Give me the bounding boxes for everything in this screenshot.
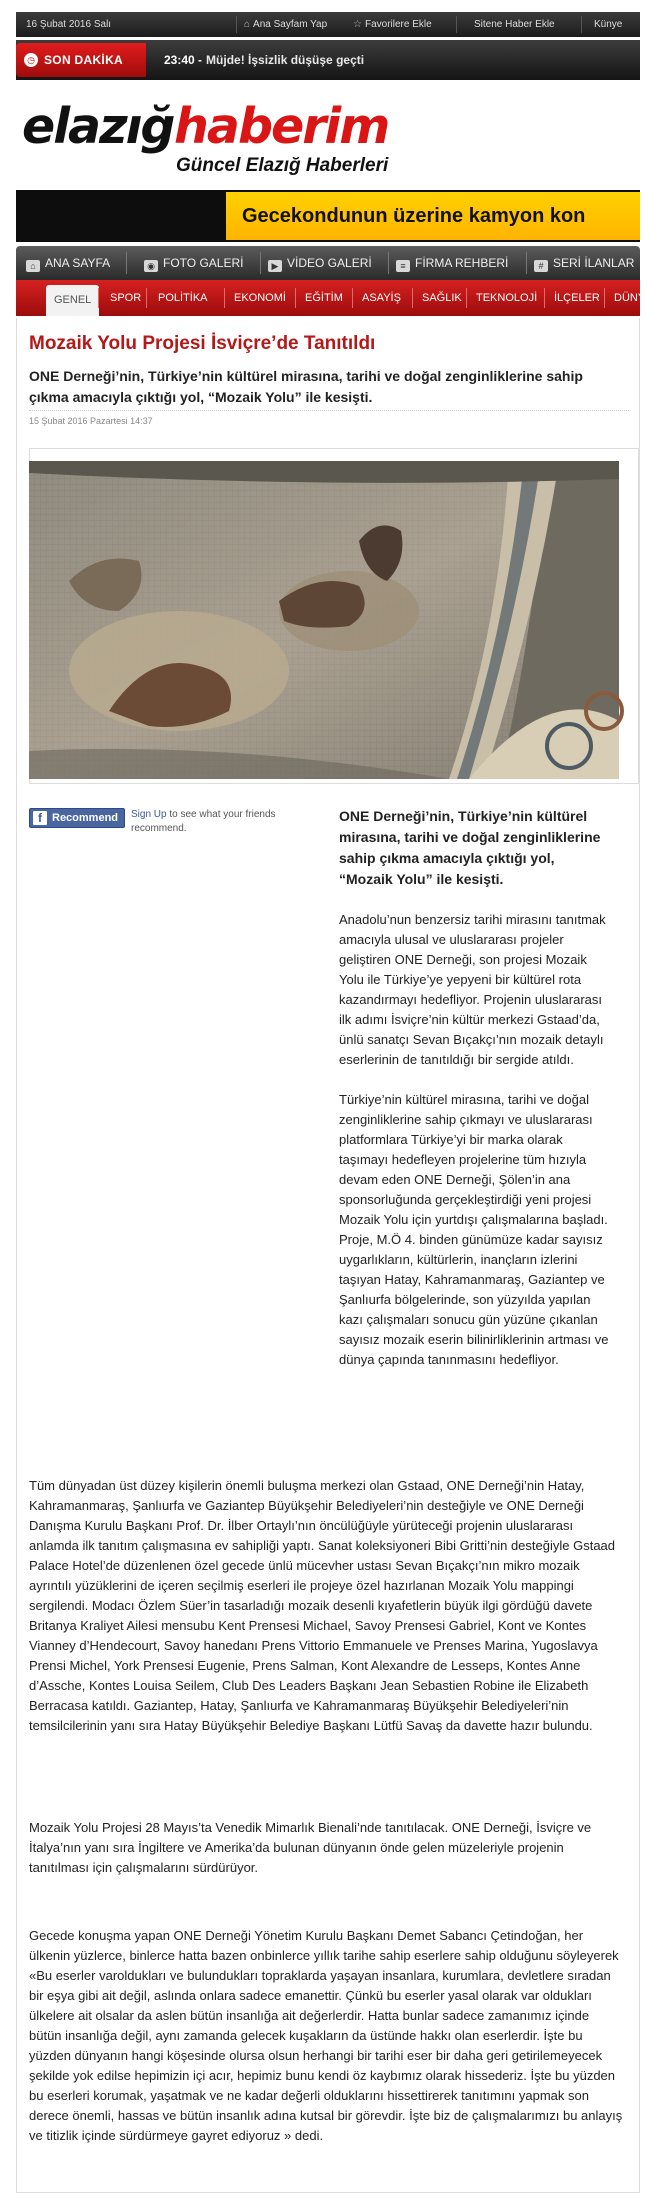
main-navigation: [16, 246, 640, 280]
divider: [352, 288, 353, 308]
article-paragraph: Gecede konuşma yapan ONE Derneği Yönetim Kurulu Başkanı Demet Sabancı Çetindoğan, her ülkenin yüzlerce, binlerce hatta bazen onbinlerce yıllık tarihe sahip eserlere sahip olduğunu söyleyerek «Bu eserler varoldukları ve bulundukları topraklarda yaşayan insanlara, kurumlara, devletlere sıradan bir eşya gibi ait değil, aslında onlara sadece emanettir. Çünkü bu eserler yasal olarak var oldukları ülkelere ait olsalar da aslen bütün insanlığa ait değerlerdir. Hatta bunlar sadece zamanımız içinde bütün insanlığa değil, aynı zamanda gelecek kuşakların da üstünde hakkı olan eserlerdir. İşte bu yüzden dünyanın hangi köşesinde olursa olsun herhangi bir tarihi eser bir daha geri getirilemeyecek şekilde yok edilse hepimizin içi acır, hepimiz bunu kendi öz kaybımız olarak hissederiz. İşte bu yüzden bu eserleri korumak, yaşatmak ve ne kadar değerli olduklarını hissettirerek tanıtımını yapmak son derece önemli, hassas ve bütün insanlık adına kutsal bir görevdir. İşte biz de çalışmalarımızı bu anlayış ve titizlik içinde sürdürmeye gayret ediyoruz » dedi.: [29, 1928, 623, 2143]
top-bar: [16, 12, 640, 37]
facebook-social-text: Sign Up to see what your friends recommend.: [131, 809, 276, 834]
divider: [581, 16, 582, 33]
add-news-link[interactable]: Sitene Haber Ekle: [474, 19, 555, 30]
article-paragraph: Anadolu’nun benzersiz tarihi mirasını tanıtmak amacıyla ulusal ve uluslararası projeler geliştiren ONE Derneği, son projesi Mozaik Yolu ile Türkiye’ye yepyeni bir kültürel rota kazandırmayı hedefliyor. Projenin uluslararası ilk adımı İsviçre’nin kültür merkezi Gstaad’da, ünlü sanatçı Sevan Bıçakçı’nın mozaik detaylı eserlerinin de tanıtıldığı bir sergide atıldı.: [339, 912, 606, 1067]
breaking-badge: ◷ SON DAKİKA: [16, 43, 146, 77]
home-icon: ⌂: [244, 19, 251, 30]
ticker-text: Gecekondunun üzerine kamyon kon: [242, 205, 586, 227]
article-paragraph: Türkiye’nin kültürel mirasına, tarihi ve doğal zenginliklerine sahip çıkmayı ve uluslararası platformlara Türkiye’yi bir marka olarak taşımayı hedefleyen projelerine tüm hızıyla devam eden ONE Derneği, Şölen’in ana sponsorluğunda gerçekleştirdiği yeni projesi Mozaik Yolu için yurtdışı çalışmalarına başladı. Proje, M.Ö 4. binden günümüze kadar sayısız uygarlıkların, kültürlerin, inançların izlerini taşıyan Hatay, Kahramanmaraş, Gaziantep ve Şanlıurfa bölgelerinde, son yüzyılda yapılan kazı çalışmaları sonucu gün yüzüne çıkanlan sayısız mozaik eserin bilinirliklerinin artması ve dünya çapında tanınmasını hedefliyor.: [339, 1092, 609, 1367]
article-title: Mozaik Yolu Projesi İsviçre’de Tanıtıldı: [29, 333, 376, 354]
category-navigation: [16, 280, 652, 316]
nav-video-gallery[interactable]: ▶ VİDEO GALERİ: [268, 246, 372, 280]
divider: [295, 288, 296, 308]
add-favorites-link[interactable]: ☆ Favorilere Ekle: [353, 19, 432, 30]
divider: [412, 288, 413, 308]
video-icon: ▶: [268, 260, 282, 272]
cat-technology[interactable]: TEKNOLOJİ: [476, 292, 538, 304]
nav-business-directory[interactable]: ≡ FİRMA REHBERİ: [396, 246, 508, 280]
star-icon: ☆: [353, 19, 362, 30]
set-homepage-link[interactable]: ⌂ Ana Sayfam Yap: [244, 19, 328, 30]
divider: [29, 410, 629, 411]
article-date: 15 Şubat 2016 Pazartesi 14:37: [29, 416, 153, 426]
logo-word-brand: haberim: [174, 98, 389, 155]
nav-photo-gallery[interactable]: ◉ FOTO GALERİ: [144, 246, 243, 280]
clock-icon: ◷: [24, 53, 38, 67]
divider: [224, 288, 225, 308]
tag-icon: #: [534, 260, 548, 272]
breaking-headline[interactable]: 23:40 - Müjde! İşsizlik düşüşe geçti: [164, 53, 365, 67]
camera-icon: ◉: [144, 260, 158, 272]
ticker-box: [226, 192, 640, 240]
cat-education[interactable]: EĞİTİM: [305, 292, 343, 304]
cat-districts[interactable]: İLÇELER: [554, 292, 600, 304]
list-icon: ≡: [396, 260, 410, 272]
breaking-time: 23:40 -: [164, 53, 203, 67]
article-paragraph: Tüm dünyadan üst düzey kişilerin önemli buluşma merkezi olan Gstaad, ONE Derneği’nin Hatay, Kahramanmaraş, Şanlıurfa ve Gaziantep Büyükşehir Belediyeleri’nin desteğiyle ve ONE Derneği Danışma Kurulu Başkanı Prof. Dr. İlber Ortaylı’nın öncülüğüyle yürüteceği projenin uluslararası anlamda ilk tanıtım çalışmasına ev sahipliği yaptı. Sanat koleksiyoneri Bibi Gritti’nin desteğiyle Gstaad Palace Hotel’de düzenlenen özel gecede ünlü mücevher ustası Sevan Bıçakçı’nın mikro mozaik ayrıntılı yüzüklerini de içeren seçilmiş eserleri ile projeye özel hazırlanan Mozaik Yolu mappingi sergilendi. Modacı Özlem Süer’in tasarladığı mozaik desenli kıyafetlerin büyük ilgi gördüğü davete Britanya Kraliyet Ailesi mensubu Kent Prensesi Michael, Savoy Prensesi Gabriel, Kont ve Kontes Vianney d’Hendecourt, Savoy hanedanı Prens Vittorio Emmanuele ve Prenses Marina, Yugoslavya Prensi Michel, York Prensesi Eugenie, Prens Salman, Kont Alexandre de Lesseps, Kontes Anne d’Assche, Kontes Louisa Seilem, Club Des Leaders Başkanı Jean Sebastien Robine ile Elizabeth Berracasa katıldı. Gaziantep, Hatay, Şanlıurfa ve Kahramanmaraş Büyükşehir Belediyeleri’nin temsilcilerinin yanı sıra Hatay Büyükşehir Belediye Başkanı Lütfü Savaş da davette hazır bulundu.: [29, 1478, 616, 1733]
article-lead: ONE Derneği’nin, Türkiye’nin kültürel mirasına, tarihi ve doğal zenginliklerine sahip çıkma amacıyla çıktığı yol, “Mozaik Yolu” ile kesişti.: [29, 368, 583, 405]
cat-world[interactable]: DÜNYA: [614, 292, 652, 304]
mosaic-photo: [29, 461, 619, 779]
divider: [260, 252, 261, 274]
site-logo[interactable]: [16, 84, 640, 190]
divider: [236, 16, 237, 33]
article-column-lead: ONE Derneği’nin, Türkiye’nin kültürel mirasına, tarihi ve doğal zenginliklerine sahip çıkma amacıyla çıktığı yol, “Mozaik Yolu” ile kesişti.: [339, 808, 601, 887]
current-date: 16 Şubat 2016 Salı: [26, 19, 112, 30]
home-icon: ⌂: [26, 260, 40, 272]
cat-security[interactable]: ASAYİŞ: [362, 292, 401, 304]
facebook-signup-link[interactable]: Sign Up: [131, 809, 167, 820]
cat-sports[interactable]: SPOR: [110, 292, 142, 304]
article-side-column: [339, 806, 609, 1390]
facebook-icon: f: [33, 811, 47, 825]
headline-ticker-banner[interactable]: [16, 190, 640, 242]
divider: [388, 252, 389, 274]
divider: [456, 16, 457, 33]
cat-economy[interactable]: EKONOMİ: [234, 292, 286, 304]
divider: [466, 288, 467, 308]
facebook-recommend-button[interactable]: f Recommend: [29, 808, 125, 828]
divider: [146, 288, 147, 308]
nav-classifieds[interactable]: # SERİ İLANLAR: [534, 246, 634, 280]
article-paragraph: Mozaik Yolu Projesi 28 Mayıs’ta Venedik Mimarlık Bienali’nde tanıtılacak. ONE Derneği, İsviçre ve İtalya’nın yanı sıra İngiltere ve Amerika’da bulunan dünyanın önde gelen müzeleriyle projenin tanıtılması için çalışmalarını sürdürüyor.: [29, 1820, 592, 1875]
nav-home[interactable]: ⌂ ANA SAYFA: [26, 246, 110, 280]
divider: [604, 288, 605, 308]
divider: [126, 252, 127, 274]
divider: [526, 252, 527, 274]
imprint-link[interactable]: Künye: [594, 19, 623, 30]
breaking-news-bar: [16, 40, 640, 80]
logo-tagline: Güncel Elazığ Haberleri: [176, 155, 389, 176]
divider: [98, 288, 99, 308]
cat-general[interactable]: GENEL: [46, 285, 99, 316]
article-container: [16, 318, 640, 2193]
logo-word-city: elazığ: [22, 98, 174, 155]
cat-health[interactable]: SAĞLIK: [422, 292, 462, 304]
divider: [544, 288, 545, 308]
cat-politics[interactable]: POLİTİKA: [158, 292, 208, 304]
